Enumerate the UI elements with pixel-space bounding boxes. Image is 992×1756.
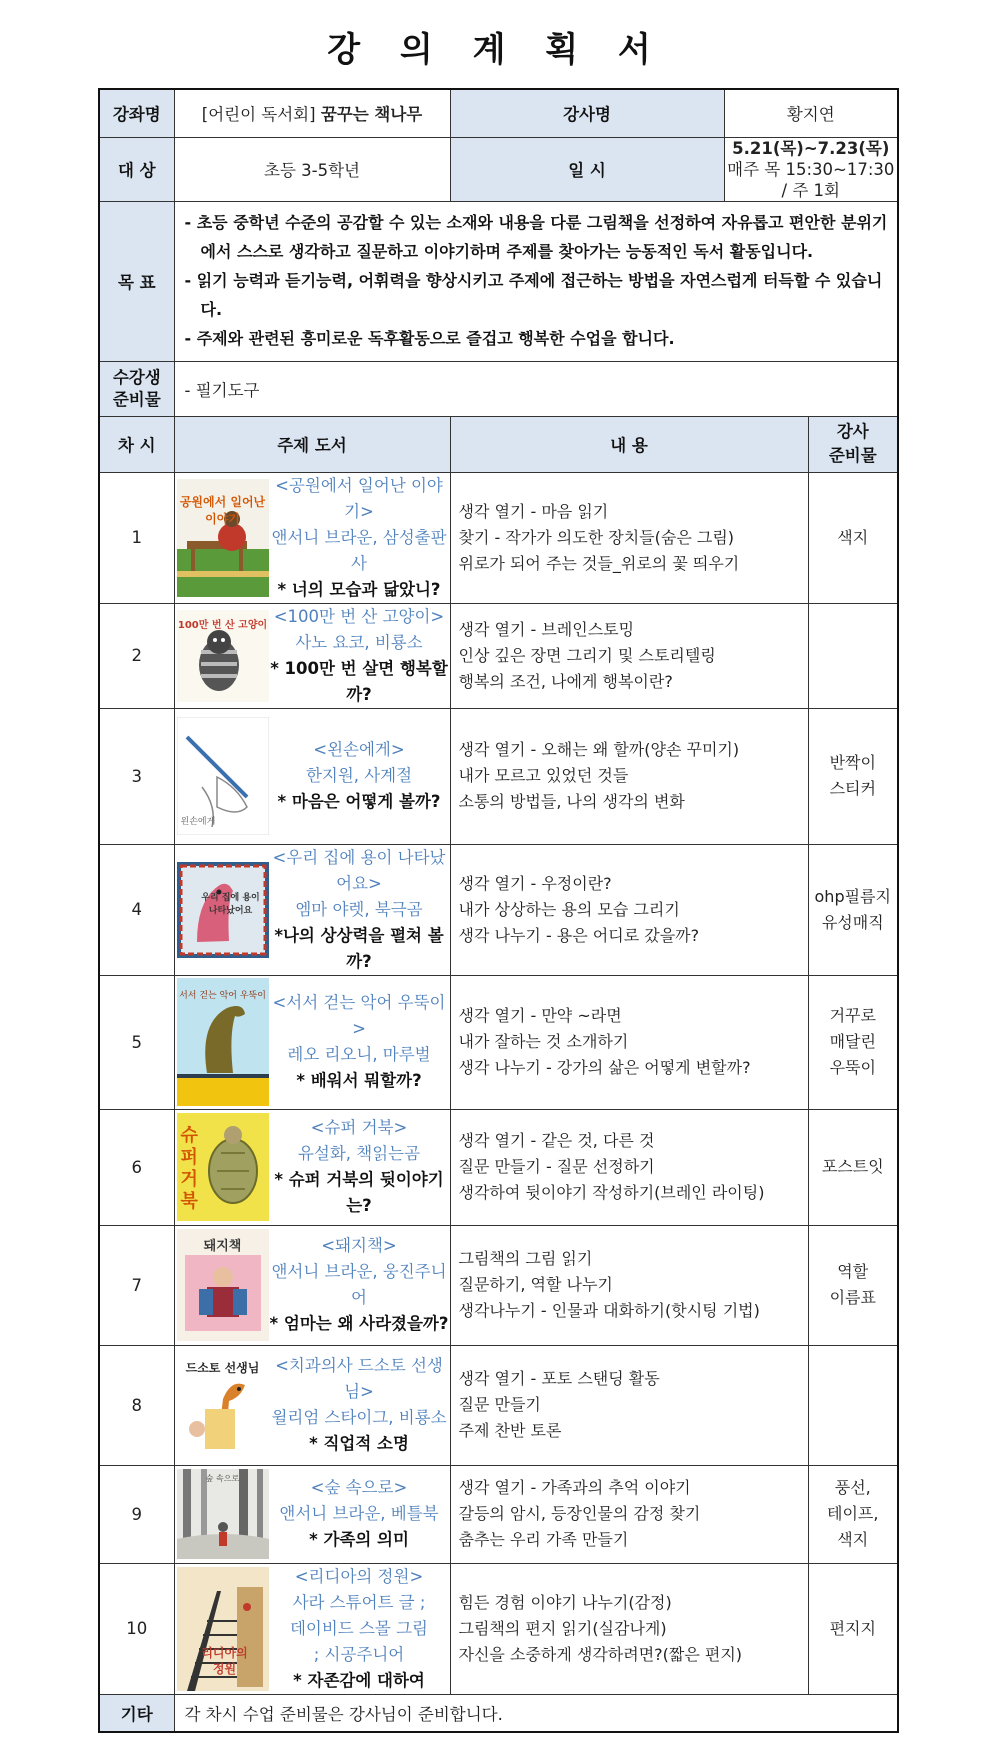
book-cover-image: [177, 1567, 269, 1691]
book-title: <리디아의 정원>: [294, 1566, 424, 1586]
page-title: 강 의 계 획 서: [327, 30, 665, 70]
cover-title: 우리 집에 용이 나타났어요: [201, 892, 260, 916]
book-title: <숲 속으로>: [310, 1478, 408, 1497]
supply-line: 편지지: [829, 1618, 876, 1638]
book-cell: [174, 1225, 450, 1345]
footer-value: 각 차시 수업 준비물은 강사님이 준비합니다.: [174, 1694, 898, 1732]
supply-line: 반짝이: [829, 753, 876, 772]
content-line: 춤추는 우리 가족 만들기: [458, 1530, 629, 1549]
book-question: * 배워서 뭐할까?: [296, 1071, 422, 1090]
session-number: 6: [99, 1109, 174, 1225]
col-book: 주제 도서: [174, 416, 450, 472]
cover-title: 공원에서 일어난 이야기: [179, 494, 266, 526]
supply-line: 우뚝이: [829, 1058, 876, 1077]
book-title: <100만 번 산 고양이>: [273, 606, 445, 626]
goals-label: 목 표: [99, 201, 174, 361]
supply-line: 거꾸로: [829, 1006, 876, 1025]
book-author: 앤서니 브라운, 웅진주니어: [271, 1262, 447, 1307]
book-cell: [174, 975, 450, 1109]
content-line: 소통의 방법들, 나의 생각의 변화: [458, 792, 685, 811]
content-line: 그림책의 그림 읽기: [458, 1249, 593, 1268]
session-supplies: [808, 708, 898, 844]
session-content: [450, 472, 808, 603]
session-content: [450, 844, 808, 975]
session-row: [99, 975, 898, 1109]
session-supplies: [808, 603, 898, 708]
target-row: [99, 137, 898, 201]
book-title: <치과의사 드소토 선생님>: [275, 1356, 443, 1401]
materials-label-line1: 수강생: [112, 367, 161, 387]
content-line: 갈등의 암시, 등장인물의 감정 찾기: [458, 1504, 701, 1523]
book-author: 윌리엄 스타이그, 비룡소: [271, 1408, 447, 1427]
session-row: [99, 1109, 898, 1225]
book-cover-image: [177, 717, 269, 835]
session-supplies: [808, 1225, 898, 1345]
cover-title: 드소토 선생님: [185, 1361, 260, 1375]
supply-line: 매달린: [829, 1032, 876, 1051]
book-question: * 마음은 어떻게 볼까?: [277, 792, 441, 811]
supply-line: 풍선,: [834, 1478, 871, 1497]
book-cell: [174, 1563, 450, 1694]
book-question: * 슈퍼 거북의 뒷이야기는?: [274, 1170, 444, 1215]
content-line: 생각 열기 - 가족과의 추억 이야기: [458, 1478, 691, 1497]
book-question: * 너의 모습과 닮았니?: [277, 579, 441, 599]
course-name: 꿈꾸는 책나무: [320, 105, 423, 125]
content-line: 질문하기, 역할 나누기: [458, 1275, 613, 1294]
materials-label-line2: 준비물: [112, 389, 161, 409]
session-number: 1: [99, 472, 174, 603]
book-cell: [174, 603, 450, 708]
book-question: * 자존감에 대하여: [293, 1670, 425, 1690]
content-line: 주제 찬반 토론: [458, 1421, 562, 1440]
book-author: 앤서니 브라운, 베틀북: [279, 1504, 439, 1523]
col-supplies-line2: 준비물: [828, 446, 877, 465]
book-author-line: 데이비드 스몰 그림: [289, 1618, 428, 1638]
session-row: [99, 1225, 898, 1345]
session-row: [99, 472, 898, 603]
session-row: [99, 1345, 898, 1465]
content-line: 그림책의 편지 읽기(실감나게): [458, 1618, 667, 1638]
session-content: [450, 1225, 808, 1345]
col-supplies: [808, 416, 898, 472]
date-schedule: 매주 목 15:30~17:30 / 주 1회: [727, 159, 895, 200]
session-content: [450, 1563, 808, 1694]
book-cover-image: [177, 978, 269, 1106]
goals-row: [99, 201, 898, 361]
book-cell: [174, 1465, 450, 1563]
book-cover-image: [177, 1349, 269, 1461]
session-row: [99, 603, 898, 708]
book-cover-image: [177, 1113, 269, 1221]
book-cover-image: [177, 862, 269, 958]
session-number: 5: [99, 975, 174, 1109]
footer-label: 기타: [99, 1694, 174, 1732]
content-line: 생각 나누기 - 강가의 삶은 어떻게 변할까?: [458, 1058, 751, 1077]
book-question: * 직업적 소명: [309, 1434, 409, 1453]
book-title: <왼손에게>: [313, 740, 405, 759]
session-number: 8: [99, 1345, 174, 1465]
session-row: [99, 844, 898, 975]
content-line: 생각 열기 - 마음 읽기: [458, 501, 609, 521]
book-author: 레오 리오니, 마루벌: [287, 1045, 431, 1064]
book-title: <서서 걷는 악어 우뚝이>: [272, 993, 446, 1038]
content-line: 내가 상상하는 용의 모습 그리기: [458, 899, 680, 919]
session-content: [450, 1345, 808, 1465]
session-number: 9: [99, 1465, 174, 1563]
supply-line: ohp필름지: [814, 886, 891, 906]
date-label: 일 시: [450, 137, 724, 201]
instructor-label: 강사명: [450, 89, 724, 137]
goal-item: - 초등 중학년 수준의 공감할 수 있는 소재와 내용을 다룬 그림책을 선정하여 자유롭고 편안한 분위기에서 스스로 생각하고 질문하고 이야기하며 주제를 찾아가는 능동적인 독서 활동입니다.: [184, 212, 888, 261]
content-line: 질문 만들기 - 질문 선정하기: [458, 1157, 655, 1176]
session-supplies: [808, 1345, 898, 1465]
book-cell: [174, 472, 450, 603]
cover-title: 리디아의 정원: [201, 1645, 248, 1676]
book-author-line: 사라 스튜어트 글 ;: [292, 1592, 426, 1612]
materials-label: [99, 361, 174, 416]
content-line: 생각 나누기 - 용은 어디로 갔을까?: [458, 925, 700, 945]
book-cover-image: [177, 479, 269, 597]
goal-item: - 주제와 관련된 흥미로운 독후활동으로 즐겁고 행복한 수업을 합니다.: [184, 328, 675, 348]
book-title: <슈퍼 거북>: [310, 1118, 408, 1137]
content-line: 생각 열기 - 브레인스토밍: [458, 619, 635, 639]
book-question: * 100만 번 살면 행복할까?: [270, 658, 448, 704]
session-content: [450, 1109, 808, 1225]
book-question: *나의 상상력을 펼쳐 볼까?: [274, 925, 444, 971]
content-line: 질문 만들기: [458, 1395, 541, 1414]
content-line: 생각나누기 - 인물과 대화하기(핫시팅 기법): [458, 1301, 760, 1320]
date-cell: [724, 137, 898, 201]
content-line: 힘든 경험 이야기 나누기(감정): [458, 1592, 672, 1612]
lecture-plan-table: [98, 88, 899, 1733]
book-cell: [174, 1345, 450, 1465]
session-supplies: [808, 1109, 898, 1225]
date-range: 5.21(목)~7.23(목): [732, 138, 890, 158]
supply-line: 스티커: [829, 779, 876, 798]
session-number: 7: [99, 1225, 174, 1345]
col-supplies-line1: 강사: [836, 422, 869, 441]
session-content: [450, 708, 808, 844]
session-supplies: [808, 1465, 898, 1563]
cover-title: 서서 걷는 악어 우뚝이: [179, 991, 266, 1001]
session-content: [450, 975, 808, 1109]
col-content: 내 용: [450, 416, 808, 472]
session-row: [99, 1465, 898, 1563]
content-line: 생각 열기 - 오해는 왜 할까(양손 꾸미기): [458, 740, 740, 759]
instructor-name: 황지연: [724, 89, 898, 137]
content-line: 생각 열기 - 같은 것, 다른 것: [458, 1131, 655, 1150]
book-author: 앤서니 브라운, 삼성출판사: [271, 527, 447, 573]
col-session: 차 시: [99, 416, 174, 472]
target-value: 초등 3-5학년: [174, 137, 450, 201]
course-label: 강좌명: [99, 89, 174, 137]
materials-value: - 필기도구: [174, 361, 898, 416]
book-author: 사노 요코, 비룡소: [295, 632, 423, 652]
goals-cell: [174, 201, 898, 361]
book-title: <우리 집에 용이 나타났어요>: [272, 847, 446, 893]
book-cell: [174, 708, 450, 844]
book-cell: [174, 1109, 450, 1225]
session-number: 3: [99, 708, 174, 844]
content-line: 생각 열기 - 만약 ~라면: [458, 1006, 622, 1025]
book-cover-image: [177, 1469, 269, 1559]
session-supplies: [808, 844, 898, 975]
content-line: 행복의 조건, 나에게 행복이란?: [458, 671, 673, 691]
cover-title: 100만 번 산 고양이: [177, 619, 268, 631]
book-author-line: ; 시공주니어: [313, 1644, 405, 1664]
supply-line: 포스트잇: [821, 1157, 884, 1176]
content-line: 자신을 소중하게 생각하려면?(짧은 편지): [458, 1644, 743, 1664]
supply-line: 이름표: [829, 1288, 876, 1307]
session-row: [99, 1563, 898, 1694]
course-name-cell: [174, 89, 450, 137]
session-supplies: [808, 1563, 898, 1694]
book-title: <공원에서 일어난 이야기>: [275, 475, 443, 521]
content-line: 인상 깊은 장면 그리기 및 스토리텔링: [458, 645, 716, 665]
book-question: * 엄마는 왜 사라졌을까?: [269, 1314, 449, 1333]
content-line: 내가 잘하는 것 소개하기: [458, 1032, 629, 1051]
supply-line: 색지: [837, 1530, 869, 1549]
footer-row: [99, 1694, 898, 1732]
course-prefix: [어린이 독서회]: [201, 105, 316, 125]
course-row: [99, 89, 898, 137]
book-author: 유설화, 책읽는곰: [297, 1144, 421, 1163]
content-line: 위로가 되어 주는 것들_위로의 꽃 띄우기: [458, 553, 740, 573]
book-author: 한지원, 사계절: [305, 766, 413, 785]
supply-line: 색지: [837, 527, 869, 547]
supply-line: 유성매직: [821, 912, 884, 932]
content-line: 생각 열기 - 우정이란?: [458, 873, 612, 893]
session-content: [450, 603, 808, 708]
column-header-row: [99, 416, 898, 472]
cover-title: 슈퍼 거북: [180, 1125, 198, 1212]
session-number: 2: [99, 603, 174, 708]
book-cell: [174, 844, 450, 975]
target-label: 대 상: [99, 137, 174, 201]
book-cover-image: [177, 610, 269, 702]
goal-item: - 읽기 능력과 듣기능력, 어휘력을 향상시키고 주제에 접근하는 방법을 자연스럽게 터득할 수 있습니다.: [184, 270, 883, 319]
content-line: 생각하여 뒷이야기 작성하기(브레인 라이팅): [458, 1183, 765, 1202]
materials-row: [99, 361, 898, 416]
content-line: 생각 열기 - 포토 스탠딩 활동: [458, 1369, 660, 1388]
cover-title: 숲 속으로: [205, 1474, 240, 1483]
session-row: [99, 708, 898, 844]
supply-line: 테이프,: [827, 1504, 879, 1523]
session-supplies: [808, 975, 898, 1109]
content-line: 내가 모르고 있었던 것들: [458, 766, 629, 785]
session-number: 10: [99, 1563, 174, 1694]
cover-title: 왼손에게: [180, 817, 216, 827]
supply-line: 역할: [837, 1262, 869, 1281]
session-supplies: [808, 472, 898, 603]
cover-title: 돼지책: [203, 1239, 242, 1254]
book-cover-image: [177, 1229, 269, 1341]
book-author: 엠마 야렛, 북극곰: [295, 899, 423, 919]
book-title: <돼지책>: [321, 1236, 397, 1255]
session-number: 4: [99, 844, 174, 975]
content-line: 찾기 - 작가가 의도한 장치들(숨은 그림): [458, 527, 735, 547]
book-question: * 가족의 의미: [309, 1530, 409, 1549]
session-content: [450, 1465, 808, 1563]
